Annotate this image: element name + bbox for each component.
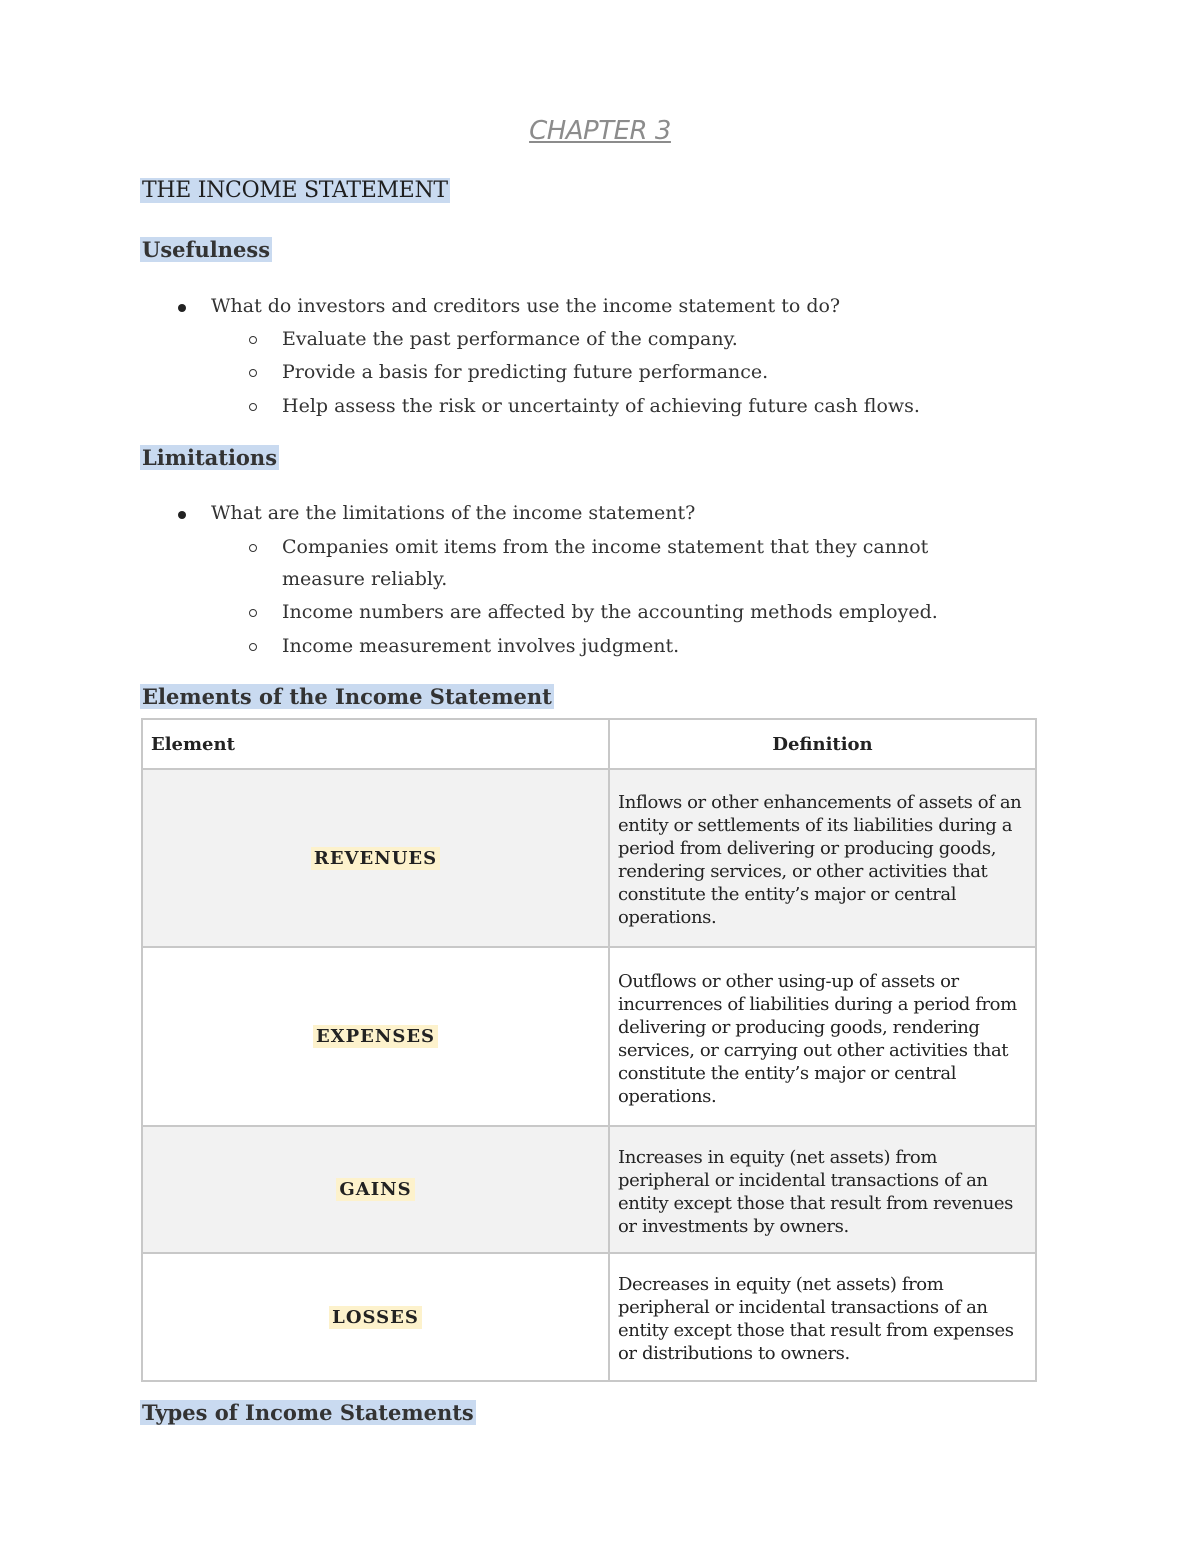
usefulness-question: What do investors and creditors use the income statement to do? xyxy=(211,295,841,317)
elements-table xyxy=(141,718,1037,1382)
sub-bullet-icon xyxy=(249,609,257,617)
sub-bullet-icon xyxy=(249,369,257,377)
elements-heading-text: Elements of the Income Statement xyxy=(142,684,552,709)
definition-cell: Inflows or other enhancements of assets of an entity or settlements of its liabilities during a period from delivering or producing goods, rendering services, or other activities that constitute the entity’s major or central operations. xyxy=(609,769,1036,947)
column-header-element: Element xyxy=(142,719,609,769)
table-header-row xyxy=(142,719,1036,769)
types-heading-text: Types of Income Statements xyxy=(142,1400,474,1425)
elements-heading xyxy=(140,684,554,709)
definition-cell: Increases in equity (net assets) from peripheral or incidental transactions of an entity except those that result from revenues or investments by owners. xyxy=(609,1126,1036,1253)
limitations-item: Income measurement involves judgment. xyxy=(282,635,680,657)
limitations-item: Income numbers are affected by the accounting methods employed. xyxy=(282,601,938,623)
usefulness-item: Evaluate the past performance of the company. xyxy=(282,328,738,350)
types-heading xyxy=(140,1400,476,1425)
limitations-heading-text: Limitations xyxy=(142,445,278,470)
chapter-title: CHAPTER 3 xyxy=(529,116,671,146)
element-label: LOSSES xyxy=(329,1306,422,1329)
element-label: GAINS xyxy=(336,1178,414,1201)
sub-bullet-icon xyxy=(249,643,257,651)
column-header-definition: Definition xyxy=(609,719,1036,769)
usefulness-item: Provide a basis for predicting future performance. xyxy=(282,361,769,383)
element-cell xyxy=(142,1253,609,1381)
usefulness-heading xyxy=(140,237,272,262)
definition-cell: Outflows or other using-up of assets or incurrences of liabilities during a period from delivering or producing goods, rendering services, or carrying out other activities that constitute the entity’s major or central operations. xyxy=(609,947,1036,1126)
table-row xyxy=(142,947,1036,1126)
sub-bullet-icon xyxy=(249,403,257,411)
sub-bullet-icon xyxy=(249,336,257,344)
element-label: EXPENSES xyxy=(313,1025,438,1048)
document-title-text: THE INCOME STATEMENT xyxy=(142,178,448,203)
usefulness-item: Help assess the risk or uncertainty of achieving future cash flows. xyxy=(282,395,920,417)
usefulness-heading-text: Usefulness xyxy=(142,237,271,262)
limitations-item-continued: measure reliably. xyxy=(282,568,448,590)
element-cell xyxy=(142,947,609,1126)
table-row xyxy=(142,769,1036,947)
document-title xyxy=(140,178,450,203)
table-row xyxy=(142,1253,1036,1381)
table-row xyxy=(142,1126,1036,1253)
bullet-icon xyxy=(178,511,186,519)
bullet-icon xyxy=(178,304,186,312)
definition-cell: Decreases in equity (net assets) from peripheral or incidental transactions of an entity except those that result from expenses or distributions to owners. xyxy=(609,1253,1036,1381)
sub-bullet-icon xyxy=(249,544,257,552)
limitations-item: Companies omit items from the income statement that they cannot xyxy=(282,536,929,558)
element-cell xyxy=(142,769,609,947)
element-cell xyxy=(142,1126,609,1253)
limitations-heading xyxy=(140,445,279,470)
limitations-question: What are the limitations of the income statement? xyxy=(211,502,696,524)
element-label: REVENUES xyxy=(311,847,440,870)
